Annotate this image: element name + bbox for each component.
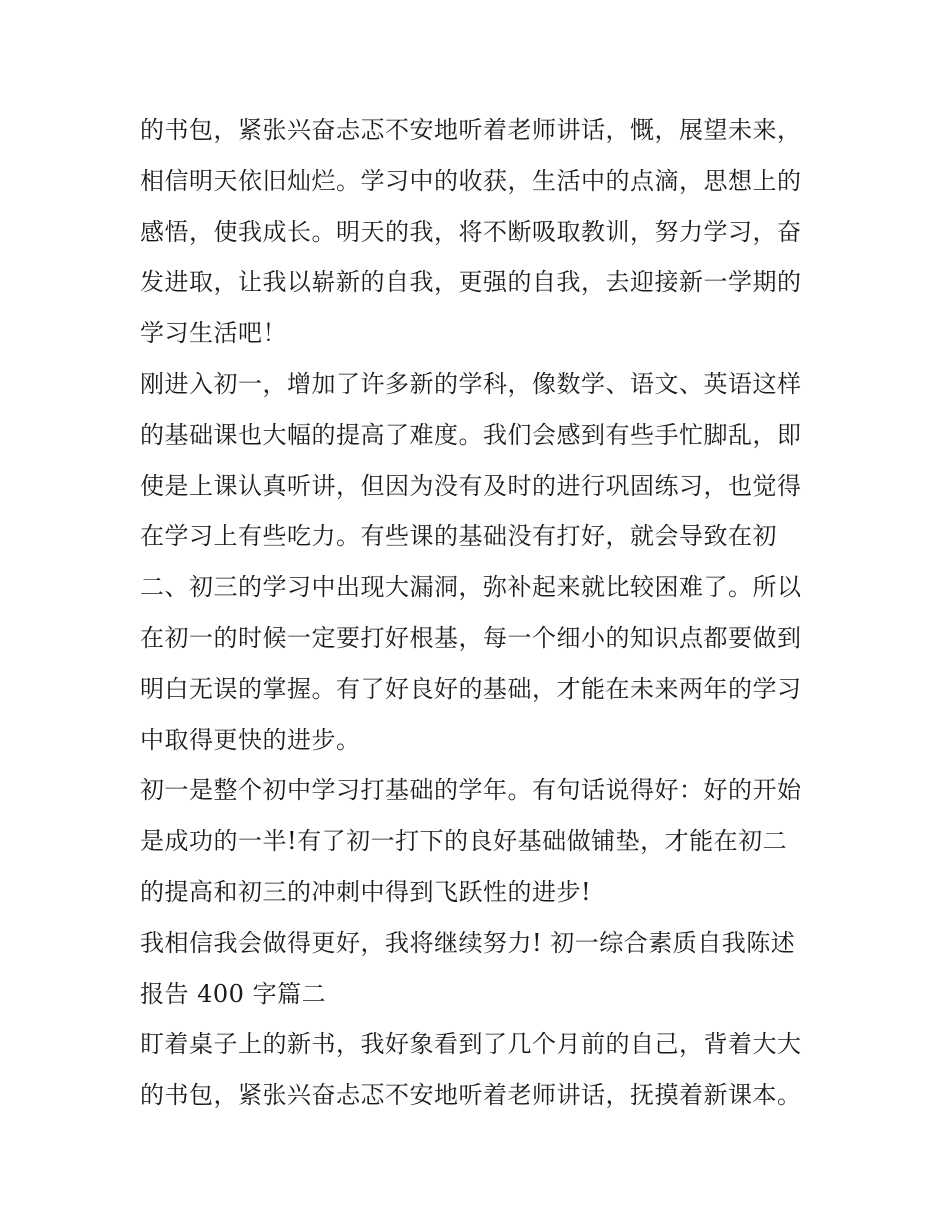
text-line: 初一是整个初中学习打基础的学年。有句话说得好：好的开始 <box>140 776 802 805</box>
text-line: 是成功的一半!有了初一打下的良好基础做铺垫，才能在初二 <box>140 827 788 856</box>
text-line: 的提高和初三的冲刺中得到飞跃性的进步! <box>140 877 592 906</box>
text-line: 二、初三的学习中出现大漏洞，弥补起来就比较困难了。所以 <box>140 573 802 602</box>
text-line: 在初一的时候一定要打好根基，每一个细小的知识点都要做到 <box>140 623 802 652</box>
text-line: 相信明天依旧灿烂。学习中的收获，生活中的点滴，思想上的 <box>140 166 802 195</box>
text-line: 的书包，紧张兴奋忐忑不安地听着老师讲话，抚摸着新课本。 <box>140 1081 802 1110</box>
text-line: 发进取，让我以崭新的自我，更强的自我，去迎接新一学期的 <box>140 268 802 297</box>
text-line: 在学习上有些吃力。有些课的基础没有打好，就会导致在初 <box>140 522 777 551</box>
text-line: 我相信我会做得更好，我将继续努力! 初一综合素质自我陈述 <box>140 928 796 957</box>
text-line: 中取得更快的进步。 <box>140 725 361 754</box>
text-line: 的书包，紧张兴奋忐忑不安地听着老师讲话，慨，展望未来， <box>140 116 802 144</box>
text-line: 报告 400 字篇二 <box>140 979 327 1008</box>
text-line: 盯着桌子上的新书，我好象看到了几个月前的自己，背着大大 <box>140 1030 802 1059</box>
text-line: 学习生活吧！ <box>140 319 287 348</box>
text-line: 刚进入初一，增加了许多新的学科，像数学、语文、英语这样 <box>140 369 802 398</box>
text-line: 的基础课也大幅的提高了难度。我们会感到有些手忙脚乱，即 <box>140 420 802 449</box>
text-line: 明白无误的掌握。有了好良好的基础，才能在未来两年的学习 <box>140 674 802 703</box>
text-line: 感悟，使我成长。明天的我，将不断吸取教训，努力学习，奋 <box>140 217 802 246</box>
text-line: 使是上课认真听讲，但因为没有及时的进行巩固练习，也觉得 <box>140 471 802 500</box>
document-body <box>140 105 820 1121</box>
